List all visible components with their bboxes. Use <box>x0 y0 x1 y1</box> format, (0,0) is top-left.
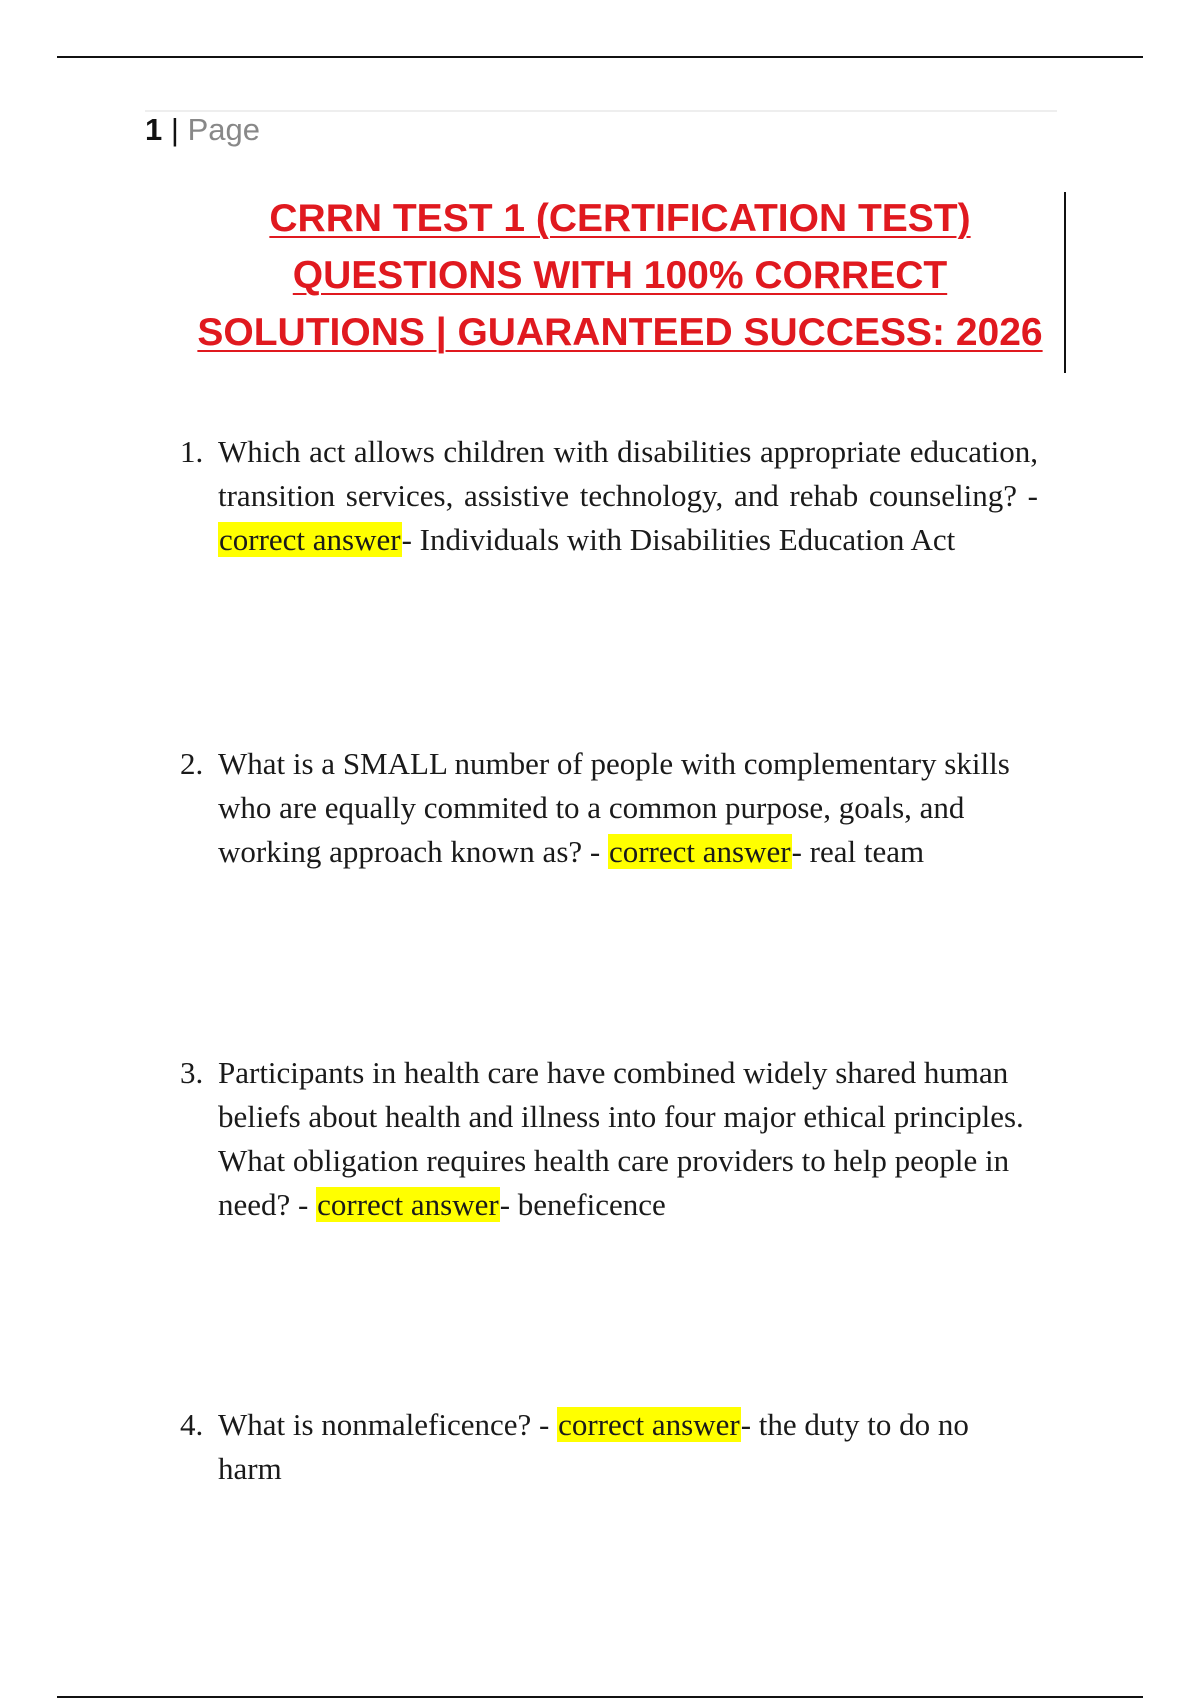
question-number: 3. <box>180 1055 204 1090</box>
header-divider <box>145 110 1057 112</box>
correct-answer-highlight: correct answer <box>608 834 791 869</box>
page-header <box>145 110 260 150</box>
question-item <box>180 1051 1038 1227</box>
answer-text: - real team <box>791 834 925 869</box>
correct-answer-highlight: correct answer <box>219 522 401 557</box>
title-side-bar <box>1064 192 1066 373</box>
question-number: 4. <box>180 1407 204 1442</box>
title-line-3: SOLUTIONS | GUARANTEED SUCCESS: 2026 <box>197 311 1043 354</box>
question-body <box>218 1051 1038 1227</box>
question-text: Which act allows children with disabilities appropriate education, transition services, assistive technology, and rehab counseling? - <box>218 434 1038 513</box>
question-text: What is nonmaleficence? - <box>218 1407 558 1442</box>
title-line-1: CRRN TEST 1 (CERTIFICATION TEST) <box>269 197 971 240</box>
page-word: Page <box>187 112 260 147</box>
question-text: Participants in health care have combined widely shared human beliefs about health and illness into four major ethical principles. What obligation requires health care providers to help people in need? - <box>218 1055 1024 1222</box>
answer-text: - Individuals with Disabilities Education Act <box>401 522 956 557</box>
correct-answer-highlight: correct answer <box>317 1187 499 1222</box>
page-number: 1 <box>145 112 163 147</box>
correct-answer-highlight: correct answer <box>558 1407 740 1442</box>
question-number: 1. <box>180 434 204 469</box>
question-body <box>218 742 1038 874</box>
answer-text: - beneficence <box>499 1187 666 1222</box>
answer-text: - the duty to do no harm <box>218 1407 969 1486</box>
question-body <box>218 430 1038 562</box>
question-body <box>218 1403 1038 1491</box>
top-rule <box>57 56 1143 58</box>
question-item <box>180 742 1038 874</box>
title-line-2: QUESTIONS WITH 100% CORRECT <box>292 254 948 297</box>
question-text: What is a SMALL number of people with complementary skills who are equally commited to a common purpose, goals, and working approach known as? - <box>218 746 1010 869</box>
question-item <box>180 430 1038 562</box>
document-title <box>160 190 1080 361</box>
bottom-rule <box>57 1696 1143 1698</box>
question-item <box>180 1403 1038 1491</box>
page-separator: | <box>170 112 179 147</box>
question-number: 2. <box>180 746 204 781</box>
